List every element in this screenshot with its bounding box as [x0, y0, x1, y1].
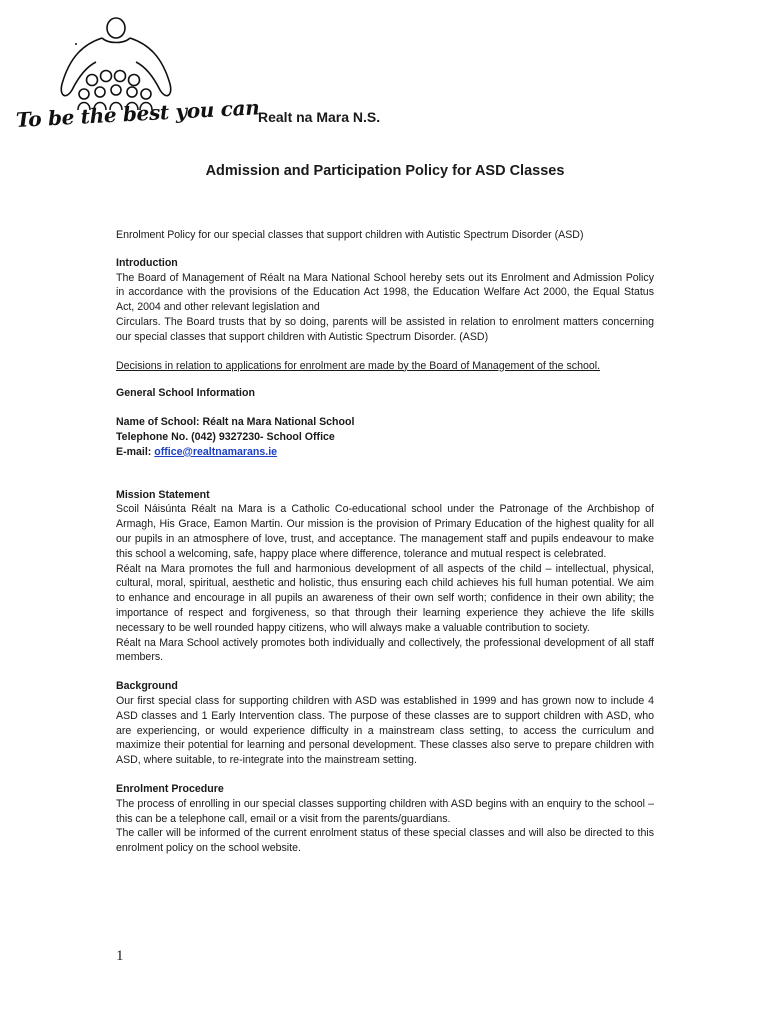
enrolment-heading: Enrolment Procedure: [116, 782, 224, 795]
document-body: [116, 228, 654, 856]
introduction-paragraph-2: Circulars. The Board trusts that by so doing, parents will be assisted in relation to enrolment matters concerning our special classes that support children with Autistic Spectrum Disorder. (ASD): [116, 315, 654, 343]
school-motto: To be the best you can: [15, 95, 261, 132]
email-label: E-mail:: [116, 445, 155, 458]
mission-heading: Mission Statement: [116, 488, 210, 501]
logo-head-shape: [107, 18, 125, 38]
school-name-heading: Realt na Mara N.S.: [258, 109, 381, 125]
email-link[interactable]: office@realtnamarans.ie: [154, 445, 278, 458]
logo-arms-shape: [61, 38, 102, 96]
background-heading: Background: [116, 680, 178, 693]
enrolment-paragraph-1: The process of enrolling in our special classes supporting children with ASD begins with an enquiry to the school – this can be a telephone call, email or a visit from the parents/guardians.: [116, 797, 654, 825]
email-line: [116, 445, 654, 460]
telephone-line: Telephone No. (042) 9327230- School Office: [116, 430, 335, 443]
decisions-statement: Decisions in relation to applications for enrolment are made by the Board of Management of the school.: [116, 359, 601, 372]
enrolment-paragraph-2: The caller will be informed of the current enrolment status of these special classes and will also be directed to this enrolment policy on the school website.: [116, 827, 654, 855]
mission-paragraph-3: Réalt na Mara School actively promotes both individually and collectively, the professional development of all staff members.: [116, 636, 654, 664]
general-info-heading: General School Information: [116, 387, 255, 400]
introduction-heading: Introduction: [116, 256, 178, 269]
introduction-paragraph-1: The Board of Management of Réalt na Mara National School hereby sets out its Enrolment and Admission Policy in accordance with the provisions of the Education Act 1998, the Education Welfare Act 2000, the Equal Status Act, 2004 and other relevant legislation and: [116, 271, 654, 314]
mission-paragraph-1: Scoil Náisúnta Réalt na Mara is a Catholic Co-educational school under the Patronage of the Archbishop of Armagh, His Grace, Eamon Martin. Our mission is the provision of Primary Education of the highest quality for all our pupils in an atmosphere of love, trust, and acceptance. The management staff and pupils endeavour to make this school a welcoming, safe, happy place where difference, tolerance and mutual respect is celebrated.: [116, 503, 654, 560]
intro-line: Enrolment Policy for our special classes that support children with Autistic Spectrum Disorder (ASD): [116, 229, 584, 241]
document-title-text: Admission and Participation Policy for ASD Classes: [205, 163, 565, 179]
logo-child-shape: [87, 75, 98, 86]
mission-paragraph-2: Réalt na Mara promotes the full and harmonious development of all aspects of the child – intellectual, physical, cultural, moral, spiritual, aesthetic and holistic, thus ensuring each child achieves his full human potential. We aim to enhance and encourage in all pupils an awareness of their own self worth; confidence in their own ability; the importance of respect and forgiveness, so that through their learning experience they achieve the life skills necessary to be well rounded happy citizens, who will always make a valuable contribution to society.: [116, 562, 654, 634]
school-name-line: Name of School: Réalt na Mara National School: [116, 416, 355, 429]
page-number: 1: [116, 948, 124, 964]
background-paragraph: Our first special class for supporting children with ASD was established in 1999 and has grown now to include 4 ASD classes and 1 Early Intervention class. The purpose of these classes are to support children with ASD, who are experiencing, or would experience difficulty in a mainstream class setting, to access the curriculum and maximize their potential for learning and personal development. These classes also serve to prepare children with ASD, where suitable, to re-integrate into the mainstream setting.: [116, 694, 654, 767]
document-title: [0, 163, 770, 179]
